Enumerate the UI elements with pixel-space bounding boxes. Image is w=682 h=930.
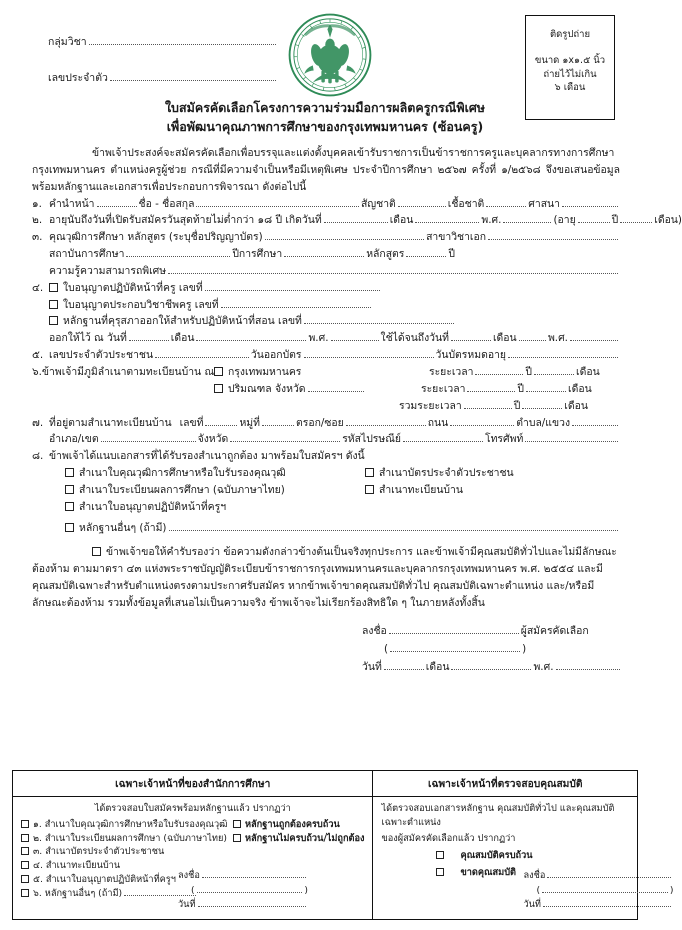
- item-3-number: ๓.: [32, 231, 43, 244]
- institute-label: สถาบันการศึกษา: [49, 248, 125, 261]
- date-month-line[interactable]: [451, 669, 531, 670]
- official-doc-2-label: สำเนาใบระเบียนผลการศึกษา (ฉบับภาษาไทย): [44, 832, 227, 844]
- form-item-6-province[interactable]: [32, 381, 620, 398]
- road-line[interactable]: [450, 425, 514, 426]
- checkbox-copy-national-id[interactable]: [365, 468, 374, 477]
- amphoe-label: อำเภอ/เขต: [49, 433, 99, 446]
- national-id-input-line[interactable]: [155, 357, 249, 358]
- paren-close: ): [522, 642, 527, 655]
- official-doc-2-no: ๒.: [33, 832, 42, 844]
- teaching-permit-no-line[interactable]: [205, 290, 380, 291]
- signature-name-line[interactable]: [390, 651, 520, 652]
- photo-size-line: ขนาด ๑x๑.๕ นิ้ว: [534, 54, 606, 66]
- applicant-signature-block[interactable]: [32, 622, 620, 677]
- item-2-number: ๒.: [32, 214, 43, 227]
- checkbox-declaration[interactable]: [92, 547, 101, 556]
- age-month-unit: เดือน): [654, 214, 682, 227]
- official-right-intro-line2: ของผู้สมัครคัดเลือกแล้ว ปรากฏว่า: [381, 832, 516, 844]
- age-years-input-line[interactable]: [578, 222, 610, 223]
- professional-license-label: ใบอนุญาตประกอบวิชาชีพครู เลขที่: [63, 298, 219, 311]
- checkbox-copy-transcript[interactable]: [65, 485, 74, 494]
- official-left-signature-block[interactable]: [178, 869, 308, 913]
- amphoe-line[interactable]: [101, 441, 196, 442]
- signature-label: ลงชื่อ: [362, 624, 387, 637]
- subject-group-input-line[interactable]: [89, 44, 276, 45]
- form-item-7-line2[interactable]: [32, 431, 620, 448]
- official-left-sign-label: ลงชื่อ: [178, 869, 200, 881]
- house-no-label: เลขที่: [179, 416, 204, 429]
- checkbox-official-doc-3[interactable]: [21, 847, 29, 855]
- form-item-8: [32, 448, 620, 465]
- subject-group-field[interactable]: [48, 33, 278, 50]
- checkbox-qualification-lacking[interactable]: [436, 868, 444, 876]
- id-expiry-label: วันบัตรหมดอายุ: [435, 349, 506, 362]
- copy-teaching-permit-label: สำเนาใบอนุญาตปฏิบัติหน้าที่ครูฯ: [79, 500, 227, 513]
- academic-year-input-line[interactable]: [284, 256, 364, 257]
- checkbox-official-doc-4[interactable]: [21, 861, 29, 869]
- intro-paragraph: ข้าพเจ้าประสงค์จะสมัครคัดเลือกเพื่อบรรจุและแต่งตั้งบุคคลเข้ารับราชการเป็นข้าราชการครูและบุคลากรทางการศึกษากรุงเทพมหานคร ตำแหน่งครูผู้ช่วย กรณีที่มีความจำเป็นหรือมีเหตุพิเศษ ประจำปีการศึกษา ๒๕๖๗ ครั้งที่ ๑/๒๕๖๘ จึงขอเสนอข้อมูลพร้อมหลักฐานและเอกสารเพื่อประกอบการพิจารณา ดังต่อไปนี้: [32, 147, 620, 193]
- attachments-row-4[interactable]: [32, 520, 620, 537]
- special-skill-input-line[interactable]: [168, 273, 618, 274]
- domicile-total-months-line[interactable]: [522, 408, 562, 409]
- form-item-4[interactable]: [32, 280, 620, 297]
- item-1-prefix-label: คำนำหน้า: [49, 197, 95, 210]
- header-left-fields: [48, 33, 278, 105]
- issued-month-label: เดือน: [170, 332, 195, 345]
- checkbox-evidence-complete[interactable]: [233, 820, 241, 828]
- other-evidence-label: หลักฐานอื่นๆ (ถ้ามี): [79, 521, 167, 534]
- birth-month-input-line[interactable]: [415, 222, 479, 223]
- form-item-2[interactable]: [32, 212, 682, 229]
- item-4-number: ๔.: [32, 281, 44, 294]
- soi-line[interactable]: [346, 425, 426, 426]
- form-item-7[interactable]: [32, 415, 620, 432]
- signature-line[interactable]: [389, 633, 519, 634]
- degree-input-line[interactable]: [265, 239, 424, 240]
- date-year-line[interactable]: [556, 669, 620, 670]
- domicile-years-line-2[interactable]: [467, 391, 515, 392]
- institute-input-line[interactable]: [126, 256, 230, 257]
- domicile-total-label: รวมระยะเวลา: [399, 399, 462, 412]
- official-doc-3-label: สำเนาบัตรประจำตัวประชาชน: [45, 846, 165, 858]
- applicant-number-input-line[interactable]: [110, 80, 276, 81]
- domicile-months-line-1[interactable]: [534, 374, 574, 375]
- subject-group-label: กลุ่มวิชา: [48, 36, 87, 48]
- checkbox-official-doc-2[interactable]: [21, 834, 29, 842]
- official-right-heading: เฉพาะเจ้าหน้าที่ตรวจสอบคุณสมบัติ: [373, 771, 637, 797]
- official-right-sign-row[interactable]: [523, 869, 673, 884]
- checkbox-qualification-complete[interactable]: [436, 851, 444, 859]
- form-item-4-opt2[interactable]: [32, 297, 620, 314]
- item-6-number: ๖.: [32, 365, 42, 378]
- checkbox-domicile-bangkok[interactable]: [214, 367, 223, 376]
- official-right-sign-label: ลงชื่อ: [523, 869, 546, 881]
- checkbox-official-doc-1[interactable]: [21, 820, 29, 828]
- birth-month-label: เดือน: [389, 214, 414, 227]
- date-label: วันที่: [362, 661, 382, 674]
- tambon-label: ตำบล/แขวง: [516, 416, 571, 429]
- form-item-6-bkk[interactable]: [32, 364, 620, 381]
- attachments-row-2[interactable]: [32, 482, 620, 499]
- zipcode-line[interactable]: [403, 441, 483, 442]
- official-doc-4-no: ๔.: [33, 860, 43, 872]
- phone-label: โทรศัพท์: [484, 433, 524, 446]
- photo-months-line: ๖ เดือน: [554, 82, 586, 94]
- date-be-label: พ.ศ.: [533, 661, 554, 674]
- official-left-row-1[interactable]: [21, 818, 364, 832]
- declaration-text: ข้าพเจ้าขอให้คำรับรองว่า ข้อความดังกล่าวข้างต้นเป็นจริงทุกประการ และข้าพเจ้ามีคุณสมบัติทั่วไปและไม่มีลักษณะต้องห้าม ตามมาตรา ๔๓ แห่งพระราชบัญญัติระเบียบข้าราชการกรุงเทพมหานครและบุคลากรกรุงเทพมหานคร พ.ศ. ๒๕๕๔ และมีคุณสมบัติเฉพาะสำหรับตำแหน่งตรงตามประกาศรับสมัคร หากข้าพเจ้าขาดคุณสมบัติทั่วไป คุณสมบัติเฉพาะตำแหน่ง และ/หรือมีลักษณะต้องห้าม รวมทั้งข้อมูลที่เสนอไม่เป็นความจริง ข้าพเจ้าจะไม่เรียกร้องสิทธิใด ๆ ในภายหลังทั้งสิ้น: [32, 546, 617, 609]
- official-right-signature-block[interactable]: [523, 869, 673, 913]
- checkbox-official-doc-5[interactable]: [21, 875, 29, 883]
- domicile-duration-label-2: ระยะเวลา: [421, 382, 466, 395]
- domicile-total-year-unit: ปี: [513, 399, 521, 412]
- birth-be-label: พ.ศ.: [481, 214, 502, 227]
- form-item-6[interactable]: [32, 364, 620, 415]
- birth-year-input-line[interactable]: [503, 222, 551, 223]
- checkbox-domicile-province[interactable]: [214, 384, 223, 393]
- domicile-province-line[interactable]: [308, 391, 364, 392]
- official-right-body: [373, 797, 674, 919]
- attachments-row-1[interactable]: [32, 465, 620, 482]
- official-doc-5-label: สำเนาใบอนุญาตปฏิบัติหน้าที่ครูฯ: [45, 873, 176, 885]
- domicile-total-years-line[interactable]: [464, 408, 512, 409]
- official-right-column: [373, 771, 674, 919]
- official-left-paren-open: (: [191, 884, 195, 896]
- domicile-years-line-1[interactable]: [475, 374, 523, 375]
- program-input-line[interactable]: [406, 256, 446, 257]
- domicile-duration-label-1: ระยะเวลา: [429, 365, 474, 378]
- copy-degree-label: สำเนาใบคุณวุฒิการศึกษาหรือใบรับรองคุณวุฒิ: [79, 467, 286, 480]
- issued-year-line[interactable]: [331, 340, 379, 341]
- program-year-unit: ปี: [448, 248, 455, 261]
- form-item-1[interactable]: [32, 196, 620, 213]
- official-right-date-label: วันที่: [523, 899, 541, 911]
- form-title-line2: เพื่อพัฒนาคุณภาพการศึกษาของกรุงเทพมหานคร (ซ้อนครู): [166, 119, 484, 135]
- tambon-line[interactable]: [572, 425, 618, 426]
- checkbox-teaching-permit[interactable]: [49, 283, 58, 292]
- official-left-sign-row[interactable]: [178, 869, 308, 884]
- date-month-label: เดือน: [425, 661, 450, 674]
- official-right-date-line[interactable]: [543, 906, 672, 907]
- official-left-column: [13, 771, 373, 919]
- form-item-4-opt3[interactable]: [32, 313, 620, 330]
- domicile-months-line-2[interactable]: [526, 391, 566, 392]
- item-1-name-label: ชื่อ - ชื่อสกุล: [138, 197, 195, 210]
- major-input-line[interactable]: [488, 239, 618, 240]
- official-left-name-line[interactable]: [197, 892, 303, 893]
- other-evidence-line[interactable]: [169, 530, 619, 531]
- item-7-number: ๗.: [32, 416, 44, 429]
- major-label: สาขาวิชาเอก: [426, 231, 486, 244]
- issued-month-line[interactable]: [196, 340, 306, 341]
- official-doc-4-label: สำเนาทะเบียนบ้าน: [45, 860, 121, 872]
- attachments-row-3[interactable]: [32, 499, 620, 516]
- form-body: [0, 145, 682, 676]
- professional-license-no-line[interactable]: [221, 307, 371, 308]
- id-issue-date-line[interactable]: [304, 357, 434, 358]
- item-1-number: ๑.: [32, 197, 42, 210]
- checkbox-copy-teaching-permit[interactable]: [65, 502, 74, 511]
- checkbox-copy-house-registration[interactable]: [365, 485, 374, 494]
- item-2-lead-label: อายุนับถึงวันที่เปิดรับสมัครวันสุดท้ายไม่ต่ำกว่า ๑๘ ปี เกิดวันที่: [49, 214, 322, 227]
- soi-label: ตรอก/ซอย: [296, 416, 344, 429]
- domicile-bangkok-label: กรุงเทพมหานคร: [228, 365, 302, 378]
- official-right-paren-close: ): [669, 884, 674, 896]
- ksp-evidence-label: หลักฐานที่คุรุสภาออกให้สำหรับปฏิบัติหน้าที่สอน เลขที่: [63, 315, 302, 328]
- official-right-paren-open: (: [536, 884, 541, 896]
- form-item-3[interactable]: [32, 229, 620, 246]
- signature-role-label: ผู้สมัครคัดเลือก: [520, 624, 589, 637]
- item-3-lead-label: คุณวุฒิการศึกษา หลักสูตร (ระบุชื่อปริญญาบัตร): [49, 231, 263, 244]
- religion-label: ศาสนา: [528, 197, 560, 210]
- attachments-lead-label: ข้าพเจ้าได้แนบเอกสารที่ได้รับรองสำเนาถูกต้อง มาพร้อมใบสมัครฯ ดังนี้: [49, 450, 365, 463]
- address-lead-label: ที่อยู่ตามสำเนาทะเบียนบ้าน: [49, 416, 172, 429]
- signature-date-row[interactable]: [362, 658, 620, 676]
- moo-line[interactable]: [262, 425, 294, 426]
- form-item-4-validity[interactable]: [32, 330, 620, 347]
- form-title-line1: ใบสมัครคัดเลือกโครงการความร่วมมือการผลิตครูกรณีพิเศษ: [164, 100, 486, 115]
- religion-input-line[interactable]: [562, 206, 618, 207]
- qualification-lacking-label: ขาดคุณสมบัติ: [460, 867, 517, 879]
- official-doc-5-no: ๕.: [33, 873, 43, 885]
- national-id-label: เลขประจำตัวประชาชน: [49, 349, 154, 362]
- province-label: จังหวัด: [197, 433, 229, 446]
- form-item-6-total[interactable]: [32, 398, 620, 415]
- prefix-input-line[interactable]: [97, 206, 137, 207]
- official-left-name-row[interactable]: [178, 884, 308, 899]
- form-item-3-special[interactable]: [32, 263, 620, 280]
- official-left-date-label: วันที่: [178, 899, 196, 911]
- ksp-evidence-no-line[interactable]: [304, 323, 454, 324]
- domicile-lead-label: ข้าพเจ้ามีภูมิลำเนาตามทะเบียนบ้าน ณ: [41, 365, 215, 378]
- form-item-5[interactable]: [32, 347, 620, 364]
- declaration-block[interactable]: [32, 544, 620, 611]
- program-label: หลักสูตร: [366, 248, 405, 261]
- official-right-intro-line1: ได้ตรวจสอบเอกสารหลักฐาน คุณสมบัติทั่วไป และคุณสมบัติเฉพาะตำแหน่ง: [381, 803, 615, 828]
- official-left-body: [13, 797, 372, 919]
- age-months-input-line[interactable]: [620, 222, 652, 223]
- name-input-line[interactable]: [196, 206, 358, 207]
- bangkok-metropolitan-seal-icon: [287, 12, 373, 98]
- photo-attach-line1: ติดรูปถ่าย: [549, 29, 591, 40]
- valid-year-line[interactable]: [570, 340, 618, 341]
- issued-day-line[interactable]: [129, 340, 169, 341]
- official-use-table: [12, 770, 674, 920]
- evidence-incomplete-label: หลักฐานไม่ครบถ้วน/ไม่ถูกต้อง: [245, 832, 365, 844]
- qualification-complete-row[interactable]: [436, 849, 629, 863]
- copy-national-id-label: สำเนาบัตรประจำตัวประชาชน: [379, 467, 514, 480]
- checkbox-ksp-evidence[interactable]: [49, 316, 58, 325]
- official-right-name-row[interactable]: [523, 884, 673, 899]
- official-left-sign-line[interactable]: [202, 877, 306, 878]
- official-left-row-2[interactable]: [21, 832, 364, 846]
- checkbox-other-evidence[interactable]: [65, 523, 74, 532]
- valid-be-label: พ.ศ.: [547, 332, 568, 345]
- domicile-year-unit-1: ปี: [525, 365, 533, 378]
- copy-transcript-label: สำเนาใบระเบียนผลการศึกษา (ฉบับภาษาไทย): [79, 483, 285, 496]
- ethnicity-input-line[interactable]: [486, 206, 526, 207]
- checkbox-professional-license[interactable]: [49, 300, 58, 309]
- official-doc-1-label: สำเนาใบคุณวุฒิการศึกษาหรือใบรับรองคุณวุฒิ: [44, 818, 228, 830]
- official-right-sign-line[interactable]: [547, 877, 671, 878]
- age-open-label: (อายุ: [553, 214, 576, 227]
- valid-month-line[interactable]: [519, 340, 546, 341]
- official-doc-3-no: ๓.: [33, 846, 43, 858]
- nationality-input-line[interactable]: [398, 206, 446, 207]
- academic-year-label: ปีการศึกษา: [232, 248, 283, 261]
- official-left-date-row[interactable]: [178, 898, 308, 913]
- road-label: ถนน: [427, 416, 449, 429]
- signature-row[interactable]: [362, 622, 620, 640]
- official-left-intro: ได้ตรวจสอบใบสมัครพร้อมหลักฐานแล้ว ปรากฏว่า: [94, 803, 291, 814]
- special-skill-label: ความรู้ความสามารถพิเศษ: [49, 264, 167, 277]
- province-line[interactable]: [230, 441, 340, 442]
- age-year-unit: ปี: [611, 214, 619, 227]
- official-left-paren-close: ): [304, 884, 308, 896]
- form-item-3-institute[interactable]: [32, 246, 620, 263]
- qualification-complete-label: คุณสมบัติครบถ้วน: [460, 850, 533, 862]
- applicant-number-field[interactable]: [48, 69, 278, 86]
- domicile-total-month-unit: เดือน: [564, 399, 588, 412]
- phone-line[interactable]: [525, 441, 618, 442]
- valid-day-line[interactable]: [451, 340, 491, 341]
- valid-month-label: เดือน: [492, 332, 517, 345]
- form-header: [0, 0, 650, 145]
- ethnicity-label: เชื้อชาติ: [447, 197, 485, 210]
- domicile-province-label: ปริมณฑล จังหวัด: [228, 382, 306, 395]
- copy-house-registration-label: สำเนาทะเบียนบ้าน: [379, 483, 463, 496]
- official-right-name-line[interactable]: [542, 892, 668, 893]
- domicile-year-unit-2: ปี: [517, 382, 525, 395]
- checkbox-evidence-incomplete[interactable]: [233, 834, 241, 842]
- page-title: [0, 98, 650, 137]
- teaching-permit-label: ใบอนุญาตปฏิบัติหน้าที่ครู เลขที่: [63, 281, 203, 294]
- paren-open: (: [384, 642, 389, 655]
- official-doc-1-no: ๑.: [33, 818, 42, 830]
- date-day-line[interactable]: [384, 669, 424, 670]
- applicant-number-label: เลขประจำตัว: [48, 72, 108, 84]
- id-expiry-line[interactable]: [508, 357, 618, 358]
- signature-name-row[interactable]: [362, 640, 620, 658]
- evidence-complete-label: หลักฐานถูกต้องครบถ้วน: [245, 818, 340, 830]
- zipcode-label: รหัสไปรษณีย์: [342, 433, 401, 446]
- official-left-date-line[interactable]: [198, 906, 307, 907]
- domicile-month-unit-2: เดือน: [568, 382, 592, 395]
- official-left-row-3[interactable]: [21, 845, 364, 859]
- issued-be-label: พ.ศ.: [308, 332, 329, 345]
- photo-recency-line: ถ่ายไว้ไม่เกิน: [543, 68, 597, 80]
- item-5-number: ๕.: [32, 349, 44, 362]
- birthdate-input-line[interactable]: [324, 222, 388, 223]
- valid-until-label: ใช้ได้จนถึงวันที่: [380, 332, 449, 345]
- item-8-number: ๘.: [32, 450, 44, 463]
- moo-label: หมู่ที่: [239, 416, 261, 429]
- issued-at-label: ออกให้ไว้ ณ วันที่: [49, 332, 127, 345]
- official-right-date-row[interactable]: [523, 898, 673, 913]
- checkbox-official-doc-6[interactable]: [21, 889, 29, 897]
- official-doc-6-label: หลักฐานอื่นๆ (ถ้ามี): [44, 887, 123, 899]
- house-no-line[interactable]: [205, 425, 237, 426]
- official-doc-6-no: ๖.: [33, 887, 42, 899]
- domicile-month-unit-1: เดือน: [576, 365, 600, 378]
- checkbox-copy-degree[interactable]: [65, 468, 74, 477]
- official-left-heading: เฉพาะเจ้าหน้าที่ของสำนักการศึกษา: [13, 771, 372, 797]
- nationality-label: สัญชาติ: [360, 197, 396, 210]
- id-issue-date-label: วันออกบัตร: [250, 349, 302, 362]
